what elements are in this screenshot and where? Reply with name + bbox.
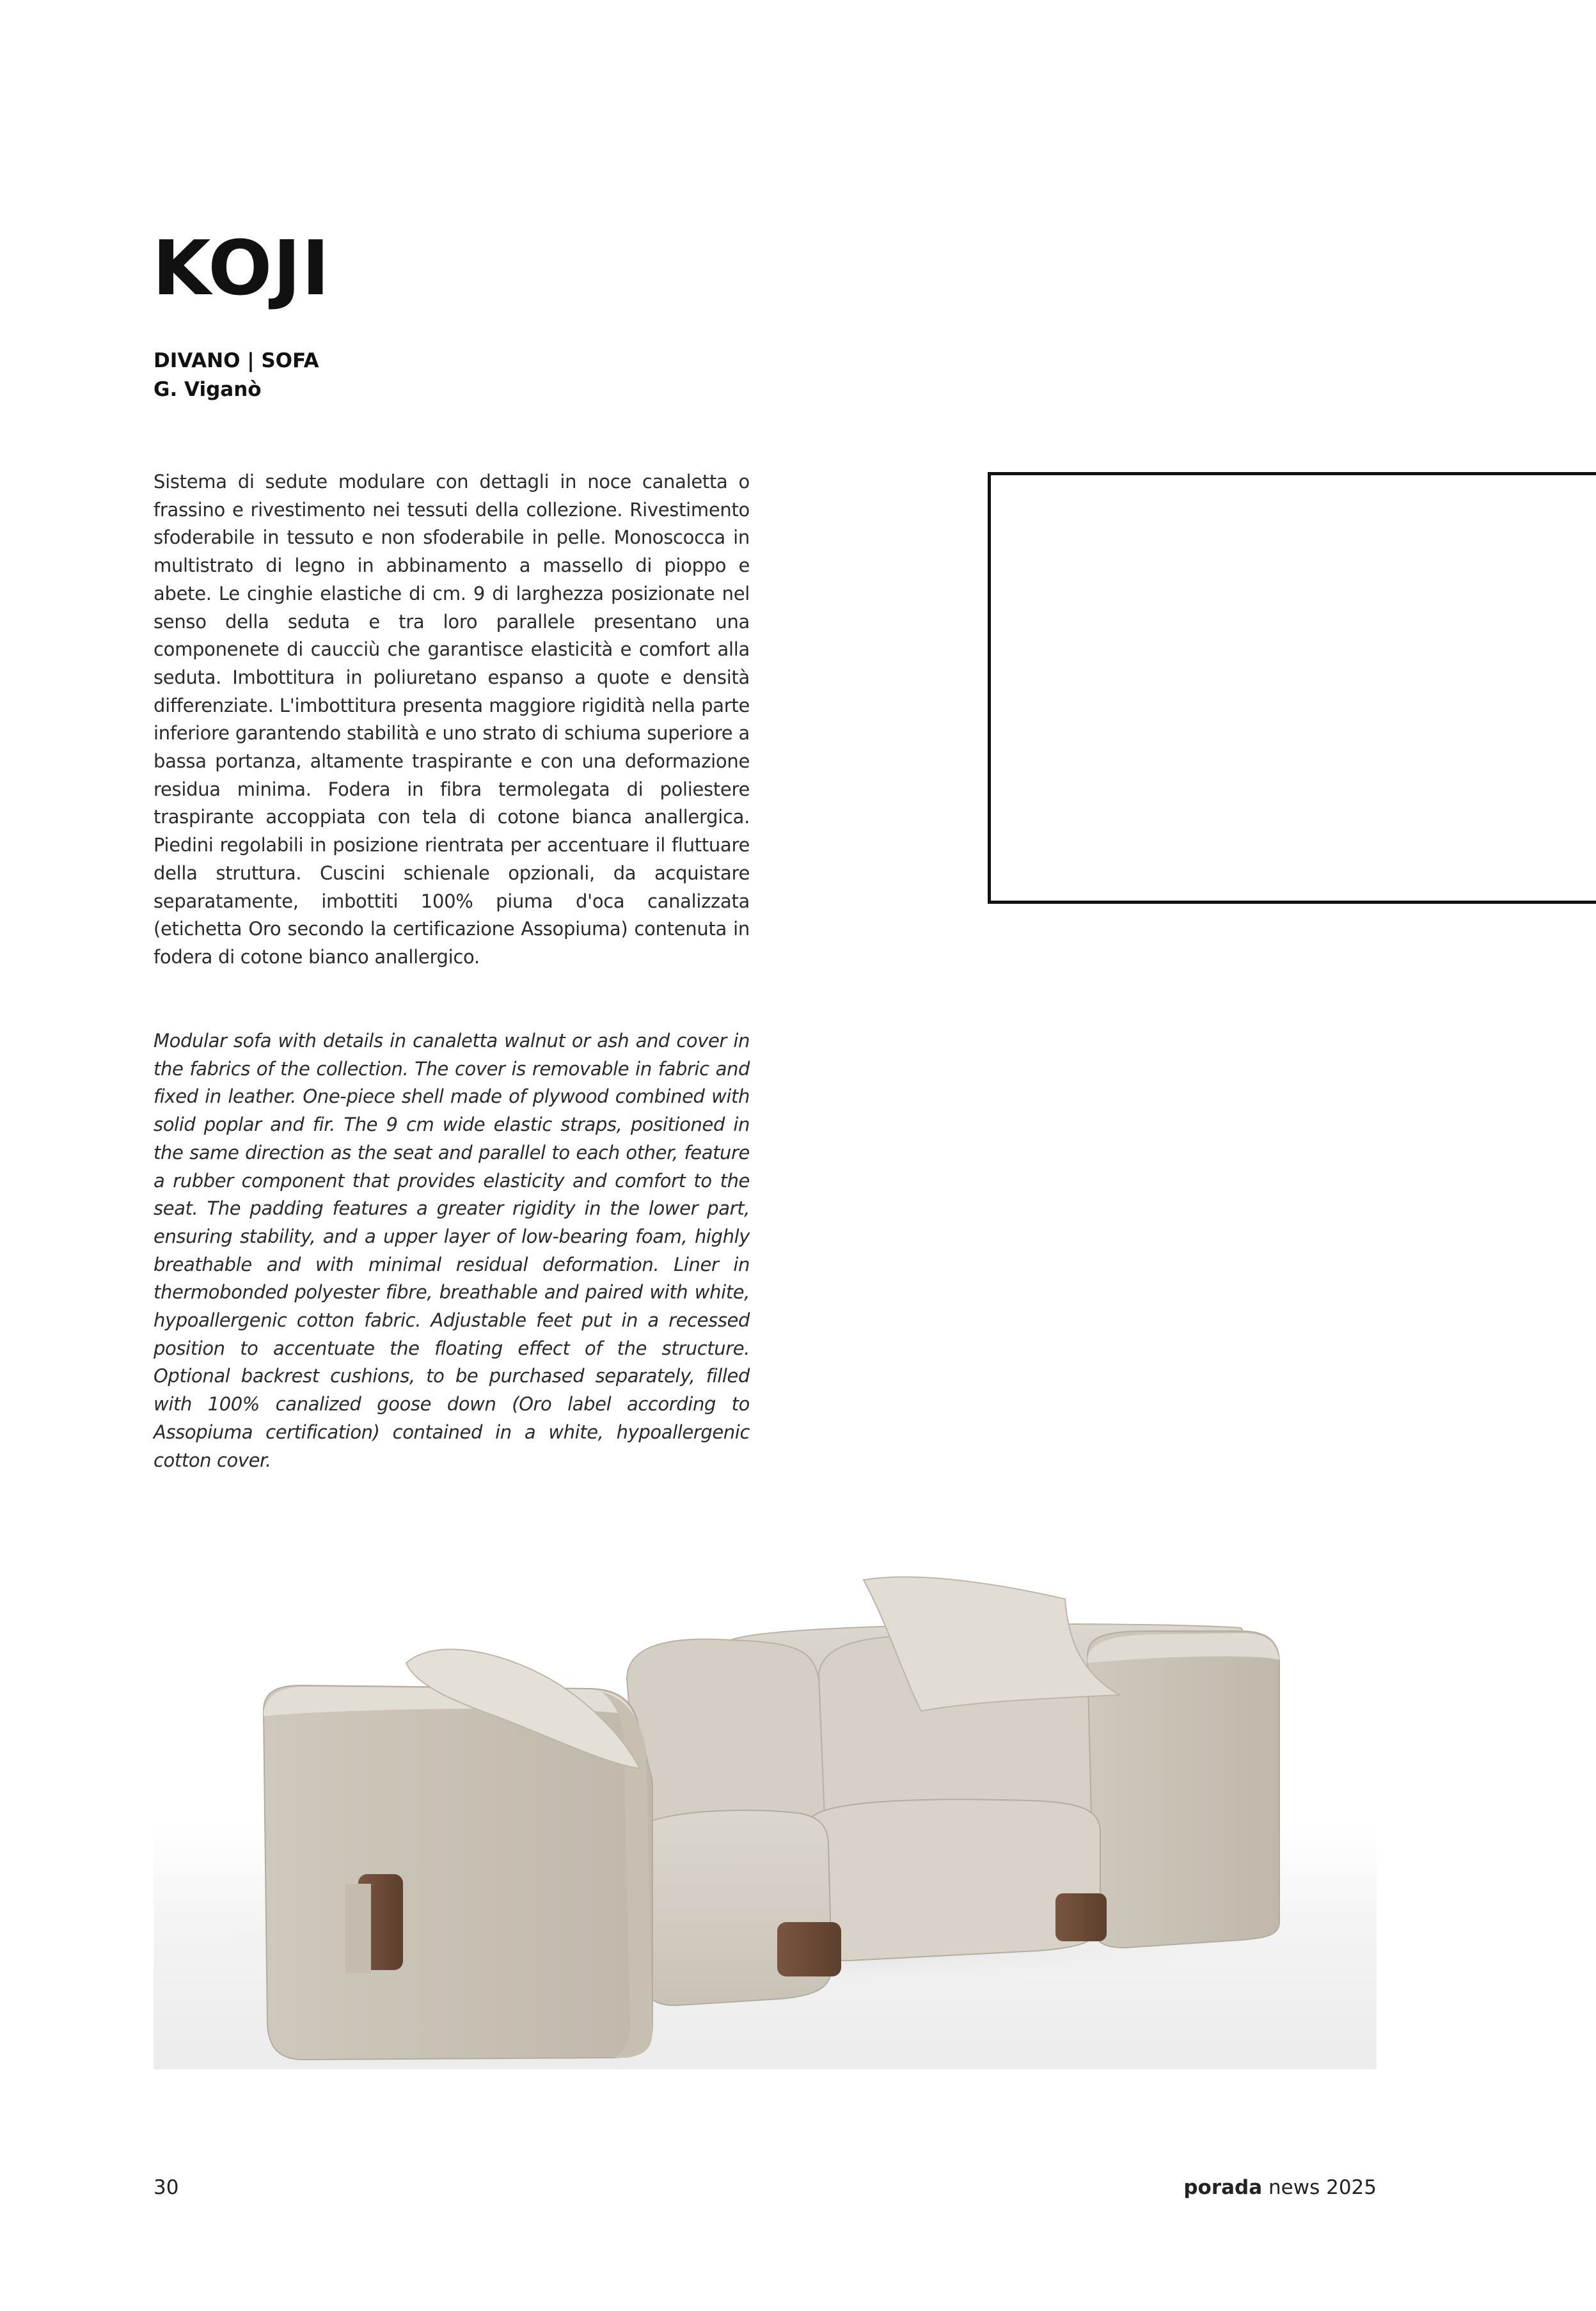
description-italian: Sistema di sedute modulare con dettagli in noce canaletta o frassino e rivestimento nei tessuti della collezione. Rivestimento sfoderabile in tessuto e non sfoderabile in pelle. Monoscocca in multistrato di legno in abbinamento a massello di pioppo e abete. Le cinghie elastiche di cm. 9 di larghezza posizionate nel senso della seduta e tra loro parallele presentano una componenete di caucciù che garantisce elasticità e comfort alla seduta. Imbottitura in poliuretano espanso a quote e densità differenziate. L'imbottitura presenta maggiore rigidità nella parte inferiore garantendo stabilità e uno strato di schiuma superiore a bassa portanza, altamente traspirante e con una deformazione residua minima. Fodera in fibra termolegata di poliestere traspirante accoppiata con tela di cotone bianca anallergica. Piedini regolabili in posizione rientrata per accentuare il fluttuare della struttura. Cuscini schienale opzionali, da acquistare separatamente, imbottiti 100% piuma d'oca canalizzata (etichetta Oro secondo la certificazione Assopiuma) contenuta in fodera di cotone bianco anallergico. <box>154 471 750 968</box>
publication-name: news 2025 <box>1268 2176 1377 2199</box>
empty-image-frame <box>988 472 1596 904</box>
sofa-illustration <box>154 1526 1377 2069</box>
page-number: 30 <box>154 2176 179 2199</box>
sofa-right-arm <box>1087 1631 1279 1948</box>
product-meta <box>154 347 319 404</box>
wood-foot-right <box>1055 1893 1107 1941</box>
product-category: DIVANO | SOFA <box>154 349 319 372</box>
description-english: Modular sofa with details in canaletta walnut or ash and cover in the fabrics of the collection. The cover is removable in fabric and fixed in leather. One-piece shell made of plywood combined with solid poplar and fir. The 9 cm wide elastic straps, positioned in the same direction as the seat and parallel to each other, feature a rubber component that provides elasticity and comfort to the seat. The padding features a greater rigidity in the lower part, ensuring stability, and a upper layer of low-bearing foam, highly breathable and with minimal residual deformation. Liner in thermobonded polyester fibre, breathable and paired with white, hypoallergenic cotton fabric. Adjustable feet put in a recessed position to accentuate the floating effect of the structure. Optional backrest cushions, to be purchased separately, filled with 100% canalized goose down (Oro label according to Assopiuma certification) contained in a white, hypoallergenic cotton cover. <box>154 1030 750 1471</box>
brand-name: porada <box>1183 2176 1263 2199</box>
seat-cushion-right <box>805 1799 1100 1960</box>
footer-publication <box>1183 2176 1377 2199</box>
wood-foot-center <box>777 1922 841 1976</box>
sofa-photo <box>154 1526 1377 2069</box>
product-title: KOJI <box>152 224 331 312</box>
wood-foot-left-cut <box>345 1884 371 1973</box>
product-designer: G. Viganò <box>154 378 262 401</box>
